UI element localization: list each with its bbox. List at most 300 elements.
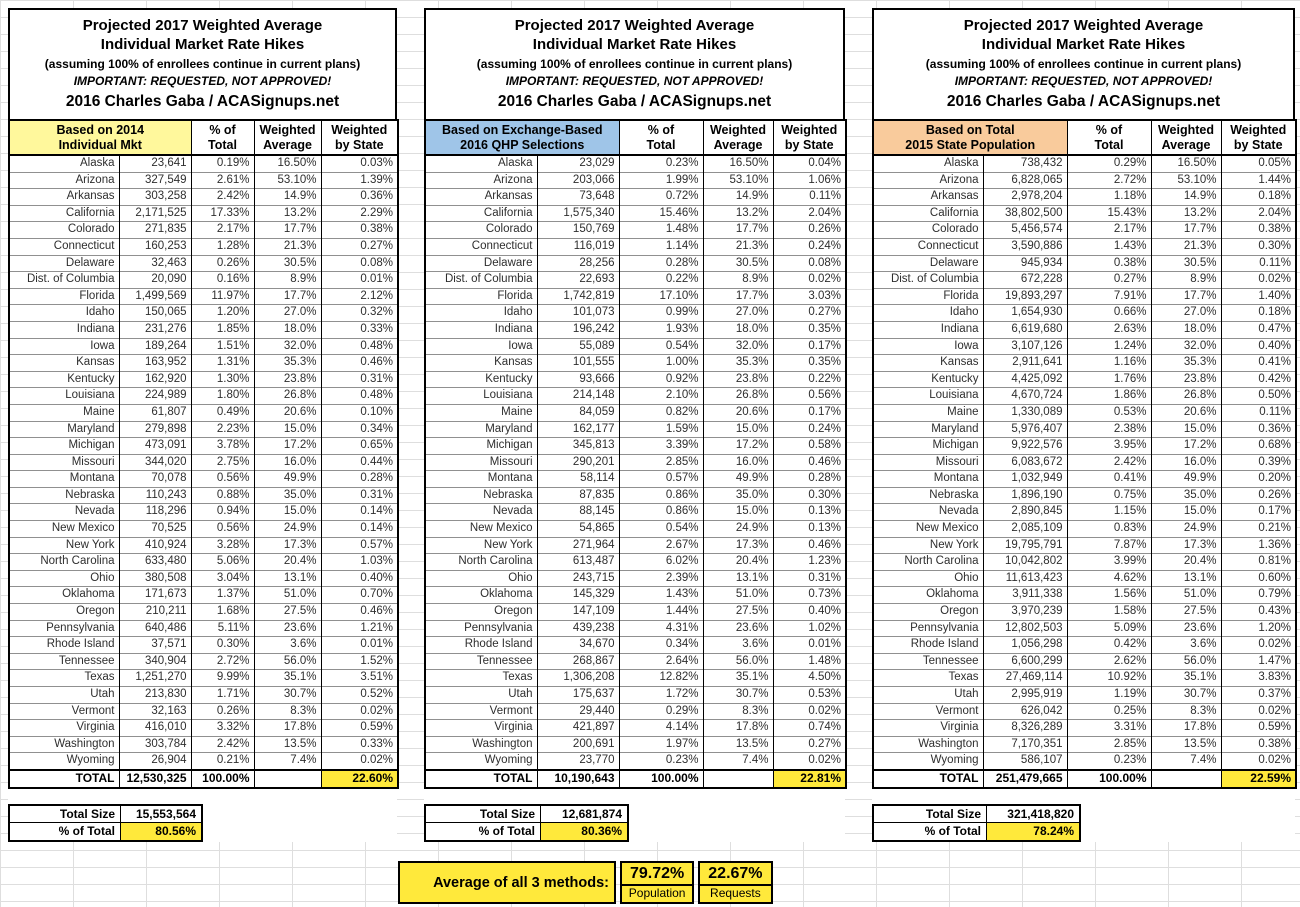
- enrollment-value-cell[interactable]: 162,177: [537, 421, 619, 438]
- weighted-by-state-cell[interactable]: 0.21%: [1221, 521, 1296, 538]
- enrollment-value-cell[interactable]: 344,020: [119, 454, 191, 471]
- enrollment-value-cell[interactable]: 23,029: [537, 155, 619, 172]
- weighted-by-state-cell[interactable]: 0.31%: [321, 487, 398, 504]
- enrollment-value-cell[interactable]: 101,073: [537, 305, 619, 322]
- weighted-by-state-cell[interactable]: 0.27%: [773, 736, 846, 753]
- column-header[interactable]: [1067, 120, 1151, 155]
- state-cell[interactable]: California: [9, 205, 119, 222]
- weighted-by-state-cell[interactable]: 0.11%: [1221, 404, 1296, 421]
- pct-of-total-cell[interactable]: 0.23%: [619, 155, 703, 172]
- enrollment-value-cell[interactable]: 4,670,724: [983, 388, 1067, 405]
- weighted-average-cell[interactable]: 15.0%: [1151, 504, 1221, 521]
- pct-of-total-cell[interactable]: 2.72%: [191, 653, 254, 670]
- total-pct-of-total-cell[interactable]: 100.00%: [619, 770, 703, 788]
- column-header[interactable]: [191, 120, 254, 155]
- enrollment-value-cell[interactable]: 279,898: [119, 421, 191, 438]
- state-cell[interactable]: Wyoming: [873, 753, 983, 770]
- enrollment-value-cell[interactable]: 268,867: [537, 653, 619, 670]
- enrollment-value-cell[interactable]: 4,425,092: [983, 371, 1067, 388]
- pct-of-total-cell[interactable]: 0.38%: [1067, 255, 1151, 272]
- total-size-value[interactable]: 12,681,874: [541, 805, 629, 823]
- state-cell[interactable]: Rhode Island: [873, 637, 983, 654]
- weighted-average-cell[interactable]: 17.2%: [703, 438, 773, 455]
- weighted-average-cell[interactable]: 27.5%: [1151, 604, 1221, 621]
- pct-of-total-cell[interactable]: 9.99%: [191, 670, 254, 687]
- weighted-by-state-cell[interactable]: 0.34%: [321, 421, 398, 438]
- state-cell[interactable]: Maryland: [9, 421, 119, 438]
- total-pct-of-total-cell[interactable]: 100.00%: [1067, 770, 1151, 788]
- state-cell[interactable]: North Carolina: [9, 554, 119, 571]
- enrollment-value-cell[interactable]: 150,769: [537, 222, 619, 239]
- pct-of-total-value[interactable]: 80.36%: [541, 823, 629, 841]
- state-cell[interactable]: Kentucky: [425, 371, 537, 388]
- pct-of-total-cell[interactable]: 2.61%: [191, 172, 254, 189]
- enrollment-value-cell[interactable]: 271,964: [537, 537, 619, 554]
- weighted-average-cell[interactable]: 17.2%: [1151, 438, 1221, 455]
- weighted-by-state-cell[interactable]: 1.52%: [321, 653, 398, 670]
- enrollment-value-cell[interactable]: 410,924: [119, 537, 191, 554]
- weighted-by-state-cell[interactable]: 0.10%: [321, 404, 398, 421]
- enrollment-value-cell[interactable]: 101,555: [537, 355, 619, 372]
- weighted-by-state-cell[interactable]: 0.57%: [321, 537, 398, 554]
- pct-of-total-cell[interactable]: 0.30%: [191, 637, 254, 654]
- weighted-average-cell[interactable]: 35.3%: [1151, 355, 1221, 372]
- pct-of-total-cell[interactable]: 0.94%: [191, 504, 254, 521]
- state-cell[interactable]: Kansas: [873, 355, 983, 372]
- pct-of-total-label[interactable]: % of Total: [425, 823, 541, 841]
- pct-of-total-cell[interactable]: 3.78%: [191, 438, 254, 455]
- weighted-by-state-cell[interactable]: 3.03%: [773, 288, 846, 305]
- weighted-average-cell[interactable]: 15.0%: [1151, 421, 1221, 438]
- weighted-by-state-cell[interactable]: 1.20%: [1221, 620, 1296, 637]
- state-cell[interactable]: Virginia: [873, 720, 983, 737]
- weighted-by-state-cell[interactable]: 0.17%: [773, 404, 846, 421]
- pct-of-total-cell[interactable]: 1.00%: [619, 355, 703, 372]
- pct-of-total-cell[interactable]: 0.92%: [619, 371, 703, 388]
- enrollment-value-cell[interactable]: 23,770: [537, 753, 619, 770]
- pct-of-total-cell[interactable]: 2.17%: [191, 222, 254, 239]
- enrollment-value-cell[interactable]: 3,107,126: [983, 338, 1067, 355]
- state-cell[interactable]: Indiana: [9, 321, 119, 338]
- pct-of-total-cell[interactable]: 1.99%: [619, 172, 703, 189]
- weighted-by-state-cell[interactable]: 0.30%: [1221, 238, 1296, 255]
- state-cell[interactable]: Iowa: [425, 338, 537, 355]
- pct-of-total-cell[interactable]: 1.16%: [1067, 355, 1151, 372]
- state-cell[interactable]: Wyoming: [425, 753, 537, 770]
- weighted-average-cell[interactable]: 35.3%: [254, 355, 321, 372]
- state-cell[interactable]: Louisiana: [9, 388, 119, 405]
- weighted-by-state-cell[interactable]: 3.83%: [1221, 670, 1296, 687]
- weighted-by-state-cell[interactable]: 0.08%: [773, 255, 846, 272]
- total-enrollment-value-cell[interactable]: 251,479,665: [983, 770, 1067, 788]
- state-cell[interactable]: Nebraska: [9, 487, 119, 504]
- state-cell[interactable]: Florida: [9, 288, 119, 305]
- weighted-by-state-cell[interactable]: 2.12%: [321, 288, 398, 305]
- state-cell[interactable]: Vermont: [425, 703, 537, 720]
- enrollment-value-cell[interactable]: 189,264: [119, 338, 191, 355]
- pct-of-total-cell[interactable]: 0.83%: [1067, 521, 1151, 538]
- weighted-by-state-cell[interactable]: 0.18%: [1221, 189, 1296, 206]
- weighted-average-cell[interactable]: 30.5%: [703, 255, 773, 272]
- enrollment-value-cell[interactable]: 5,976,407: [983, 421, 1067, 438]
- enrollment-value-cell[interactable]: 1,330,089: [983, 404, 1067, 421]
- weighted-average-cell[interactable]: 16.0%: [254, 454, 321, 471]
- pct-of-total-cell[interactable]: 1.28%: [191, 238, 254, 255]
- pct-of-total-cell[interactable]: 12.82%: [619, 670, 703, 687]
- enrollment-value-cell[interactable]: 203,066: [537, 172, 619, 189]
- pct-of-total-cell[interactable]: 2.85%: [619, 454, 703, 471]
- enrollment-value-cell[interactable]: 1,742,819: [537, 288, 619, 305]
- state-cell[interactable]: Missouri: [9, 454, 119, 471]
- total-pct-of-total-cell[interactable]: 100.00%: [191, 770, 254, 788]
- enrollment-value-cell[interactable]: 626,042: [983, 703, 1067, 720]
- weighted-by-state-cell[interactable]: 0.28%: [321, 471, 398, 488]
- weighted-by-state-cell[interactable]: 1.36%: [1221, 537, 1296, 554]
- weighted-by-state-cell[interactable]: 0.39%: [1221, 454, 1296, 471]
- weighted-average-cell[interactable]: 49.9%: [254, 471, 321, 488]
- state-cell[interactable]: Kentucky: [9, 371, 119, 388]
- state-cell[interactable]: Arizona: [873, 172, 983, 189]
- weighted-average-cell[interactable]: 26.8%: [1151, 388, 1221, 405]
- state-cell[interactable]: California: [873, 205, 983, 222]
- pct-of-total-cell[interactable]: 0.66%: [1067, 305, 1151, 322]
- weighted-by-state-cell[interactable]: 0.14%: [321, 521, 398, 538]
- state-cell[interactable]: Texas: [9, 670, 119, 687]
- weighted-by-state-cell[interactable]: 0.31%: [321, 371, 398, 388]
- state-cell[interactable]: Kansas: [9, 355, 119, 372]
- enrollment-value-cell[interactable]: 23,641: [119, 155, 191, 172]
- enrollment-value-cell[interactable]: 2,978,204: [983, 189, 1067, 206]
- state-cell[interactable]: New Mexico: [873, 521, 983, 538]
- weighted-average-cell[interactable]: 17.7%: [254, 222, 321, 239]
- enrollment-value-cell[interactable]: 1,499,569: [119, 288, 191, 305]
- enrollment-value-cell[interactable]: 150,065: [119, 305, 191, 322]
- state-cell[interactable]: Ohio: [9, 570, 119, 587]
- enrollment-value-cell[interactable]: 20,090: [119, 272, 191, 289]
- state-cell[interactable]: Texas: [873, 670, 983, 687]
- weighted-average-cell[interactable]: 21.3%: [254, 238, 321, 255]
- weighted-by-state-cell[interactable]: 0.43%: [1221, 604, 1296, 621]
- weighted-average-cell[interactable]: 35.3%: [703, 355, 773, 372]
- enrollment-value-cell[interactable]: 345,813: [537, 438, 619, 455]
- pct-of-total-cell[interactable]: 2.39%: [619, 570, 703, 587]
- state-cell[interactable]: Florida: [873, 288, 983, 305]
- state-cell[interactable]: Nevada: [9, 504, 119, 521]
- total-size-value[interactable]: 15,553,564: [121, 805, 203, 823]
- enrollment-value-cell[interactable]: 28,256: [537, 255, 619, 272]
- weighted-average-cell[interactable]: 13.2%: [254, 205, 321, 222]
- weighted-average-cell[interactable]: 56.0%: [1151, 653, 1221, 670]
- pct-of-total-cell[interactable]: 1.80%: [191, 388, 254, 405]
- total-label-cell[interactable]: TOTAL: [9, 770, 119, 788]
- weighted-average-cell[interactable]: 32.0%: [254, 338, 321, 355]
- state-cell[interactable]: Alaska: [873, 155, 983, 172]
- weighted-average-cell[interactable]: 17.2%: [254, 438, 321, 455]
- enrollment-value-cell[interactable]: 1,251,270: [119, 670, 191, 687]
- pct-of-total-cell[interactable]: 0.22%: [619, 272, 703, 289]
- pct-of-total-cell[interactable]: 1.76%: [1067, 371, 1151, 388]
- pct-of-total-cell[interactable]: 0.53%: [1067, 404, 1151, 421]
- enrollment-value-cell[interactable]: 32,463: [119, 255, 191, 272]
- enrollment-value-cell[interactable]: 163,952: [119, 355, 191, 372]
- pct-of-total-cell[interactable]: 1.68%: [191, 604, 254, 621]
- population-average-cell[interactable]: [620, 861, 694, 904]
- enrollment-value-cell[interactable]: 340,904: [119, 653, 191, 670]
- enrollment-value-cell[interactable]: 224,989: [119, 388, 191, 405]
- weighted-by-state-cell[interactable]: 1.02%: [773, 620, 846, 637]
- enrollment-value-cell[interactable]: 200,691: [537, 736, 619, 753]
- requests-average-cell[interactable]: [698, 861, 772, 904]
- state-cell[interactable]: Iowa: [9, 338, 119, 355]
- pct-of-total-cell[interactable]: 0.41%: [1067, 471, 1151, 488]
- state-cell[interactable]: Michigan: [425, 438, 537, 455]
- pct-of-total-cell[interactable]: 0.23%: [1067, 753, 1151, 770]
- column-header[interactable]: [1151, 120, 1221, 155]
- enrollment-value-cell[interactable]: 303,784: [119, 736, 191, 753]
- weighted-average-cell[interactable]: 21.3%: [703, 238, 773, 255]
- weighted-average-cell[interactable]: 16.50%: [1151, 155, 1221, 172]
- pct-of-total-label[interactable]: % of Total: [873, 823, 987, 841]
- total-size-label[interactable]: Total Size: [9, 805, 121, 823]
- state-cell[interactable]: Iowa: [873, 338, 983, 355]
- pct-of-total-cell[interactable]: 0.19%: [191, 155, 254, 172]
- enrollment-value-cell[interactable]: 243,715: [537, 570, 619, 587]
- weighted-average-cell[interactable]: 8.3%: [254, 703, 321, 720]
- enrollment-value-cell[interactable]: 87,835: [537, 487, 619, 504]
- pct-of-total-cell[interactable]: 11.97%: [191, 288, 254, 305]
- weighted-average-cell[interactable]: 15.0%: [254, 504, 321, 521]
- state-cell[interactable]: Oklahoma: [425, 587, 537, 604]
- weighted-by-state-cell[interactable]: 0.35%: [773, 321, 846, 338]
- weighted-average-cell[interactable]: 14.9%: [1151, 189, 1221, 206]
- pct-of-total-cell[interactable]: 7.91%: [1067, 288, 1151, 305]
- weighted-average-cell[interactable]: 23.6%: [1151, 620, 1221, 637]
- weighted-by-state-cell[interactable]: 0.13%: [773, 504, 846, 521]
- weighted-average-cell[interactable]: 13.1%: [703, 570, 773, 587]
- state-cell[interactable]: Louisiana: [425, 388, 537, 405]
- enrollment-value-cell[interactable]: 672,228: [983, 272, 1067, 289]
- state-cell[interactable]: Michigan: [9, 438, 119, 455]
- pct-of-total-cell[interactable]: 1.43%: [1067, 238, 1151, 255]
- enrollment-value-cell[interactable]: 26,904: [119, 753, 191, 770]
- state-cell[interactable]: Delaware: [9, 255, 119, 272]
- weighted-average-cell[interactable]: 13.2%: [703, 205, 773, 222]
- weighted-by-state-cell[interactable]: 0.26%: [773, 222, 846, 239]
- total-weighted-average-cell[interactable]: [254, 770, 321, 788]
- weighted-average-cell[interactable]: 27.0%: [703, 305, 773, 322]
- pct-of-total-cell[interactable]: 5.06%: [191, 554, 254, 571]
- state-cell[interactable]: Missouri: [873, 454, 983, 471]
- weighted-by-state-cell[interactable]: 1.06%: [773, 172, 846, 189]
- pct-of-total-cell[interactable]: 3.28%: [191, 537, 254, 554]
- enrollment-value-cell[interactable]: 473,091: [119, 438, 191, 455]
- enrollment-value-cell[interactable]: 6,828,065: [983, 172, 1067, 189]
- state-cell[interactable]: Oklahoma: [9, 587, 119, 604]
- weighted-average-cell[interactable]: 20.4%: [1151, 554, 1221, 571]
- weighted-by-state-cell[interactable]: 0.13%: [773, 521, 846, 538]
- enrollment-value-cell[interactable]: 2,085,109: [983, 521, 1067, 538]
- weighted-by-state-cell[interactable]: 0.48%: [321, 388, 398, 405]
- enrollment-value-cell[interactable]: 58,114: [537, 471, 619, 488]
- weighted-by-state-cell[interactable]: 0.35%: [773, 355, 846, 372]
- enrollment-value-cell[interactable]: 2,911,641: [983, 355, 1067, 372]
- pct-of-total-cell[interactable]: 0.82%: [619, 404, 703, 421]
- state-cell[interactable]: Washington: [425, 736, 537, 753]
- pct-of-total-cell[interactable]: 1.93%: [619, 321, 703, 338]
- weighted-average-cell[interactable]: 17.3%: [254, 537, 321, 554]
- state-cell[interactable]: New York: [873, 537, 983, 554]
- weighted-by-state-cell[interactable]: 1.03%: [321, 554, 398, 571]
- weighted-by-state-cell[interactable]: 1.23%: [773, 554, 846, 571]
- weighted-average-cell[interactable]: 17.7%: [1151, 222, 1221, 239]
- pct-of-total-cell[interactable]: 3.99%: [1067, 554, 1151, 571]
- pct-of-total-cell[interactable]: 0.72%: [619, 189, 703, 206]
- weighted-by-state-cell[interactable]: 0.11%: [773, 189, 846, 206]
- enrollment-value-cell[interactable]: 160,253: [119, 238, 191, 255]
- weighted-average-cell[interactable]: 13.1%: [1151, 570, 1221, 587]
- pct-of-total-cell[interactable]: 7.87%: [1067, 537, 1151, 554]
- pct-of-total-cell[interactable]: 0.28%: [619, 255, 703, 272]
- pct-of-total-cell[interactable]: 0.25%: [1067, 703, 1151, 720]
- weighted-average-cell[interactable]: 7.4%: [254, 753, 321, 770]
- state-cell[interactable]: Maine: [873, 404, 983, 421]
- pct-of-total-cell[interactable]: 1.59%: [619, 421, 703, 438]
- weighted-average-cell[interactable]: 30.5%: [254, 255, 321, 272]
- pct-of-total-cell[interactable]: 0.16%: [191, 272, 254, 289]
- weighted-average-cell[interactable]: 35.1%: [254, 670, 321, 687]
- weighted-by-state-cell[interactable]: 0.02%: [773, 703, 846, 720]
- state-cell[interactable]: Washington: [873, 736, 983, 753]
- enrollment-value-cell[interactable]: 5,456,574: [983, 222, 1067, 239]
- enrollment-value-cell[interactable]: 61,807: [119, 404, 191, 421]
- state-cell[interactable]: Nevada: [873, 504, 983, 521]
- weighted-average-cell[interactable]: 17.3%: [1151, 537, 1221, 554]
- weighted-average-cell[interactable]: 30.7%: [703, 687, 773, 704]
- weighted-average-cell[interactable]: 32.0%: [703, 338, 773, 355]
- pct-of-total-cell[interactable]: 1.19%: [1067, 687, 1151, 704]
- weighted-by-state-cell[interactable]: 0.17%: [1221, 504, 1296, 521]
- pct-of-total-cell[interactable]: 0.56%: [191, 521, 254, 538]
- weighted-average-cell[interactable]: 13.5%: [254, 736, 321, 753]
- state-cell[interactable]: Colorado: [9, 222, 119, 239]
- pct-of-total-cell[interactable]: 1.18%: [1067, 189, 1151, 206]
- weighted-by-state-cell[interactable]: 0.02%: [1221, 637, 1296, 654]
- weighted-by-state-cell[interactable]: 0.22%: [773, 371, 846, 388]
- weighted-by-state-cell[interactable]: 0.30%: [773, 487, 846, 504]
- weighted-average-cell[interactable]: 8.9%: [1151, 272, 1221, 289]
- state-cell[interactable]: Kentucky: [873, 371, 983, 388]
- enrollment-value-cell[interactable]: 70,525: [119, 521, 191, 538]
- weighted-average-cell[interactable]: 15.0%: [703, 504, 773, 521]
- enrollment-value-cell[interactable]: 303,258: [119, 189, 191, 206]
- enrollment-value-cell[interactable]: 27,469,114: [983, 670, 1067, 687]
- pct-of-total-cell[interactable]: 2.17%: [1067, 222, 1151, 239]
- weighted-average-cell[interactable]: 20.6%: [703, 404, 773, 421]
- weighted-average-cell[interactable]: 14.9%: [254, 189, 321, 206]
- weighted-average-cell[interactable]: 17.7%: [703, 222, 773, 239]
- weighted-by-state-cell[interactable]: 0.46%: [321, 604, 398, 621]
- weighted-average-cell[interactable]: 15.0%: [703, 421, 773, 438]
- state-cell[interactable]: New York: [9, 537, 119, 554]
- weighted-by-state-cell[interactable]: 1.21%: [321, 620, 398, 637]
- total-size-value[interactable]: 321,418,820: [987, 805, 1081, 823]
- weighted-average-cell[interactable]: 7.4%: [703, 753, 773, 770]
- total-weighted-average-cell[interactable]: [1151, 770, 1221, 788]
- weighted-by-state-cell[interactable]: 1.39%: [321, 172, 398, 189]
- pct-of-total-cell[interactable]: 15.43%: [1067, 205, 1151, 222]
- state-cell[interactable]: Nevada: [425, 504, 537, 521]
- weighted-average-cell[interactable]: 16.0%: [703, 454, 773, 471]
- weighted-average-cell[interactable]: 35.0%: [254, 487, 321, 504]
- weighted-by-state-cell[interactable]: 0.24%: [773, 238, 846, 255]
- state-cell[interactable]: Connecticut: [425, 238, 537, 255]
- state-cell[interactable]: Maryland: [425, 421, 537, 438]
- enrollment-value-cell[interactable]: 145,329: [537, 587, 619, 604]
- state-cell[interactable]: Maine: [9, 404, 119, 421]
- pct-of-total-cell[interactable]: 0.29%: [619, 703, 703, 720]
- weighted-by-state-cell[interactable]: 0.68%: [1221, 438, 1296, 455]
- weighted-average-cell[interactable]: 56.0%: [254, 653, 321, 670]
- enrollment-value-cell[interactable]: 290,201: [537, 454, 619, 471]
- weighted-average-cell[interactable]: 17.8%: [254, 720, 321, 737]
- pct-of-total-cell[interactable]: 4.31%: [619, 620, 703, 637]
- weighted-by-state-cell[interactable]: 0.01%: [773, 637, 846, 654]
- weighted-average-cell[interactable]: 49.9%: [1151, 471, 1221, 488]
- weighted-by-state-cell[interactable]: 0.17%: [773, 338, 846, 355]
- enrollment-value-cell[interactable]: 945,934: [983, 255, 1067, 272]
- enrollment-value-cell[interactable]: 7,170,351: [983, 736, 1067, 753]
- weighted-average-cell[interactable]: 17.7%: [703, 288, 773, 305]
- enrollment-value-cell[interactable]: 22,693: [537, 272, 619, 289]
- table-basis-header[interactable]: [9, 120, 191, 155]
- weighted-average-cell[interactable]: 23.6%: [703, 620, 773, 637]
- pct-of-total-cell[interactable]: 17.10%: [619, 288, 703, 305]
- weighted-average-cell[interactable]: 53.10%: [703, 172, 773, 189]
- weighted-average-cell[interactable]: 51.0%: [703, 587, 773, 604]
- pct-of-total-cell[interactable]: 0.29%: [1067, 155, 1151, 172]
- pct-of-total-cell[interactable]: 3.04%: [191, 570, 254, 587]
- column-header[interactable]: [1221, 120, 1296, 155]
- weighted-average-cell[interactable]: 51.0%: [1151, 587, 1221, 604]
- weighted-average-cell[interactable]: 17.8%: [1151, 720, 1221, 737]
- weighted-average-cell[interactable]: 32.0%: [1151, 338, 1221, 355]
- weighted-by-state-cell[interactable]: 0.50%: [1221, 388, 1296, 405]
- weighted-by-state-cell[interactable]: 0.05%: [1221, 155, 1296, 172]
- pct-of-total-cell[interactable]: 1.71%: [191, 687, 254, 704]
- weighted-average-cell[interactable]: 56.0%: [703, 653, 773, 670]
- weighted-by-state-cell[interactable]: 0.20%: [1221, 471, 1296, 488]
- state-cell[interactable]: Florida: [425, 288, 537, 305]
- pct-of-total-cell[interactable]: 0.26%: [191, 703, 254, 720]
- enrollment-value-cell[interactable]: 73,648: [537, 189, 619, 206]
- pct-of-total-cell[interactable]: 2.42%: [1067, 454, 1151, 471]
- weighted-by-state-cell[interactable]: 4.50%: [773, 670, 846, 687]
- pct-of-total-cell[interactable]: 2.42%: [191, 189, 254, 206]
- total-enrollment-value-cell[interactable]: 10,190,643: [537, 770, 619, 788]
- weighted-average-cell[interactable]: 15.0%: [254, 421, 321, 438]
- state-cell[interactable]: Idaho: [425, 305, 537, 322]
- weighted-average-cell[interactable]: 53.10%: [254, 172, 321, 189]
- enrollment-value-cell[interactable]: 10,042,802: [983, 554, 1067, 571]
- pct-of-total-cell[interactable]: 2.62%: [1067, 653, 1151, 670]
- weighted-by-state-cell[interactable]: 0.59%: [321, 720, 398, 737]
- total-size-label[interactable]: Total Size: [425, 805, 541, 823]
- pct-of-total-cell[interactable]: 1.58%: [1067, 604, 1151, 621]
- weighted-by-state-cell[interactable]: 0.46%: [321, 355, 398, 372]
- state-cell[interactable]: New York: [425, 537, 537, 554]
- state-cell[interactable]: Oklahoma: [873, 587, 983, 604]
- total-weighted-average-cell[interactable]: [703, 770, 773, 788]
